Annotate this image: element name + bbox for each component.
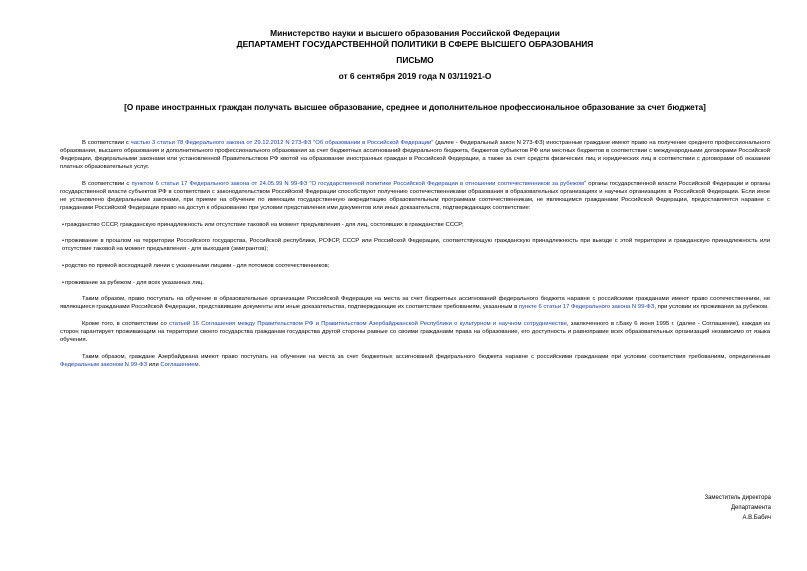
bullet-icon: •	[62, 279, 65, 286]
paragraph-1: В соответствии с частью 3 статьи 78 Федерального закона от 29.12.2012 N 273-ФЗ "Об образовании в Российской Федерации" (далее - Федеральный закон N 273-ФЗ) иностранные граждане имеют право на получение среднего профессионального образования, высшего образования и дополнительного профессионального образования за счет бюджетных ассигнований федерального бюджета, бюджетов субъектов РФ или местных бюджетов в соответствии с международными договорами Российской Федерации, федеральными законами или установленной Правительством РФ квотой на образование иностранных граждан в Российской Федерации, а также за счет средств физических лиц и юридических лиц в соответствии с договорами об оказании платных образовательных услуг.	[60, 140, 770, 171]
link-law-99-fz-article-17[interactable]: пунктом 6 статьи 17 Федерального закона от 24.05.99 N 99-ФЗ "О государственной политике Российской Федерации в отношении соотечественников за рубежом"	[131, 180, 587, 187]
ministry-name: Министерство науки и высшего образования Российской Федерации	[270, 28, 560, 38]
paragraph-3: Таким образом, право поступать на обучение в образовательные организации Российской Федерации на места за счет бюджетных ассигнований федерального бюджета наравне с российскими гражданами имеют право соотечественники, не являющиеся гражданами Российской Федерации, представившие документы или иные доказательства, подтверждающие их соответствие требованиям, указанным в пункте 6 статьи 17 Федерального закона N 99-ФЗ, при условии их проживания за рубежом.	[60, 296, 770, 311]
link-agreement[interactable]: Соглашением	[160, 361, 199, 368]
paragraph-4: Кроме того, в соответствии со статьей 16 Соглашения между Правительством РФ и Правительством Азербайджанской Республики о культурном и научном сотрудничестве, заключенного в г.Баку 6 июня 1995 г. (далее - Соглашение), каждая из сторон гарантирует проживающим на территории своего государства гражданам государства другой стороны равные со своими гражданами права на образование, его доступность и равноправие всех образовательных организаций независимо от языка обучения.	[60, 320, 770, 344]
bullet-icon: •	[62, 238, 65, 245]
list-item: •родство по прямой восходящей линии с указанными лицами - для потомков соотечественников;	[62, 263, 330, 270]
signature-block	[704, 493, 771, 523]
department-name: ДЕПАРТАМЕНТ ГОСУДАРСТВЕННОЙ ПОЛИТИКИ В СФЕРЕ ВЫСШЕГО ОБРАЗОВАНИЯ	[236, 39, 594, 49]
list-item: •проживание за рубежом - для всех указанных лиц.	[62, 279, 204, 286]
signature-position: Заместитель директора	[704, 495, 771, 501]
signature-name: А.В.Бабич	[742, 515, 771, 521]
list-item: •проживание в прошлом на территории Российского государства, Российской республики, РСФСР, СССР или Российской Федерации, соответствующую гражданскую принадлежность при выезде с этой территории и гражданскую принадлежность или отсутствие таковой на момент предъявления - для выходцев (эмигрантов);	[62, 238, 770, 253]
paragraph-5: Таким образом, граждане Азербайджана имеют право поступать на обучение на места за счет бюджетных ассигнований федерального бюджета наравне с российскими гражданами при условии соответствия требованиям, определенным Федеральным законом N 99-ФЗ или Соглашением.	[60, 353, 770, 368]
signature-department: Департамента	[730, 505, 771, 511]
bullet-icon: •	[62, 221, 65, 228]
link-agreement-article-16[interactable]: статьей 16 Соглашения между Правительством РФ и Правительством Азербайджанской Республики о культурном и научном сотрудничестве	[169, 320, 567, 327]
list-item: •гражданство СССР, гражданскую принадлежность или отсутствие таковой на момент предъявления - для лиц, состоявших в гражданстве СССР;	[62, 221, 464, 228]
paragraph-2: В соответствии с пунктом 6 статьи 17 Федерального закона от 24.05.99 N 99-ФЗ "О государственной политике Российской Федерации в отношении соотечественников за рубежом" органы государственной власти Российской Федерации и органы государственной власти субъектов РФ в соответствии с законодательством Российской Федерации способствуют получению соотечественниками образования в образовательных организациях и научных организациях в Российской Федерации. Если иное не установлено федеральными законами, при приеме на обучение по имеющим государственную аккредитацию образовательным программам соотечественникам, не являющимся гражданами Российской Федерации, предоставляется наравне с гражданами Российской Федерации право на доступ к образованию при условии представления ими документов или иных доказательств, подтверждающих соответствие:	[60, 180, 770, 212]
document-body	[60, 139, 770, 369]
link-law-99-fz[interactable]: Федеральным законом N 99-ФЗ	[60, 361, 148, 368]
document-type: ПИСЬМО	[396, 55, 434, 65]
document-page	[60, 28, 770, 377]
document-date-number: от 6 сентября 2019 года N 03/11921-О	[338, 71, 492, 81]
bullet-icon: •	[62, 263, 65, 270]
link-law-99-fz-point-6[interactable]: пункте 6 статьи 17 Федерального закона N 99-ФЗ	[518, 304, 655, 311]
document-title: [О праве иностранных граждан получать высшее образование, среднее и дополнительное профессиональное образование за счет бюджета]	[124, 103, 706, 112]
link-law-273-fz[interactable]: частью 3 статьи 78 Федерального закона от 29.12.2012 N 273-ФЗ "Об образовании в Российской Федерации"	[130, 140, 434, 146]
